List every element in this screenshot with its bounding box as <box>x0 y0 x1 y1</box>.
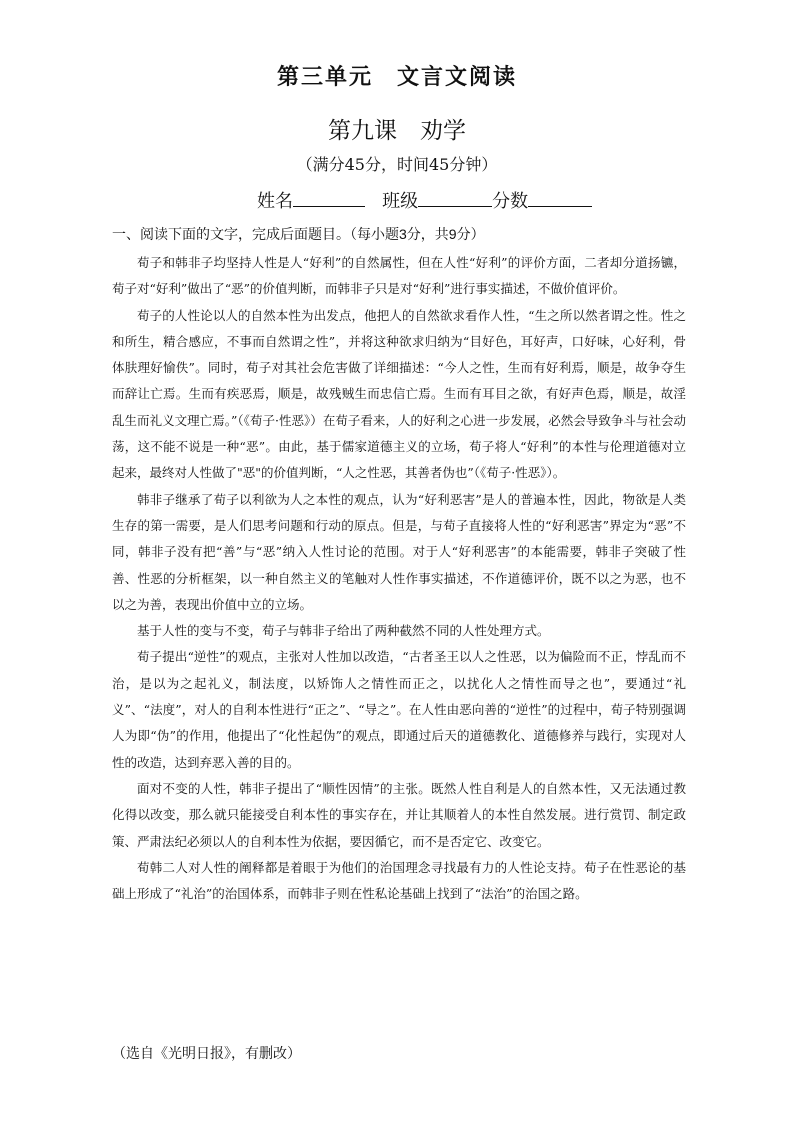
class-label: 班级 <box>382 191 419 212</box>
passage-paragraph: 荀子的人性论以人的自然本性为出发点，他把人的自然欲求看作人性，“生之所以然者谓之性。性之和所生，精合感应，不事而自然谓之性”，并将这种欲求归纳为“目好色，耳好声，口好味，心好利，骨体肤理好愉佚”。同时，荀子对其社会危害做了详细描述：“今人之性，生而有好利焉，顺是，故争夺生而辞让亡焉。生而有疾恶焉，顺是，故残贼生而忠信亡焉。生而有耳目之欲，有好声色焉，顺是，故淫乱生而礼义文理亡焉。”（《荀子·性恶》）在荀子看来，人的好利之心进一步发展，必然会导致争斗与社会动荡，这不能不说是一种“恶”。由此，基于儒家道德主义的立场，荀子将人“好利”的本性与伦理道德对立起来，最终对人性做了"恶"的价值判断，“人之性恶，其善者伪也”（《荀子·性恶》）。 <box>112 307 686 481</box>
name-label: 姓名 <box>257 191 293 212</box>
passage-paragraph: 荀韩二人对人性的阐释都是着眼于为他们的治国理念寻找最有力的人性论支持。荀子在性恶论的基础上形成了“礼治”的治国体系，而韩非子则在性私论基础上找到了“法治”的治国之路。 <box>112 859 686 902</box>
passage-paragraph: 韩非子继承了荀子以利欲为人之本性的观点，认为“好利恶害”是人的普遍本性，因此，物欲是人类生存的第一需要，是人们思考问题和行动的原点。但是，与荀子直接将人性的“好利恶害”界定为“恶”不同，韩非子没有把“善”与“恶”纳入人性讨论的范围。对于人“好利恶害”的本能需要，韩非子突破了性善、性恶的分析框架，以一种自然主义的笔触对人性作事实描述，不作道德评价，既不以之为恶，也不以之为善，表现出价值中立的立场。 <box>112 491 686 612</box>
question-instruction: 一、阅读下面的文字，完成后面题目。（每小题3分，共9分） <box>112 226 485 242</box>
passage-paragraph: 荀子提出“逆性”的观点，主张对人性加以改造，“古者圣王以人之性恶，以为偏险而不正，悖乱而不治，是以为之起礼义，制法度，以矫饰人之情性而正之，以扰化人之情性而导之也”，要通过“礼义”、“法度”，对人的自利本性进行“正之”、“导之”。在人性由恶向善的“逆性”的过程中，荀子特别强调人为即“伪”的作用，他提出了“化性起伪”的观点，即通过后天的道德教化、道德修养与践行，实现对人性的改造，达到弃恶入善的目的。 <box>112 649 686 770</box>
student-info-line <box>257 187 657 213</box>
passage-paragraph: 基于人性的变与不变，荀子与韩非子给出了两种截然不同的人性处理方式。 <box>137 623 550 639</box>
unit-title: 第三单元 文言文阅读 <box>276 64 517 90</box>
passage-source: （选自《光明日报》，有删改） <box>112 1045 301 1061</box>
passage-paragraph: 面对不变的人性，韩非子提出了“顺性因情”的主张。既然人性自利是人的自然本性，又无法通过教化得以改变，那么就只能接受自利本性的事实存在，并让其顺着人的本性自然发展。进行赏罚、制定政策、严肃法纪必须以人的自利本性为依据，要因循它，而不是否定它、改变它。 <box>112 780 686 849</box>
score-label: 分数 <box>492 191 529 212</box>
class-blank[interactable] <box>418 188 492 207</box>
passage-body <box>112 250 686 907</box>
lesson-title: 第九课 劝学 <box>328 118 466 144</box>
score-blank[interactable] <box>528 188 592 207</box>
passage-paragraph: 荀子和韩非子均坚持人性是人“好利”的自然属性，但在人性“好利”的评价方面，二者却分道扬镳，荀子对“好利”做出了“恶”的价值判断，而韩非子只是对“好利”进行事实描述，不做价值评价。 <box>112 255 686 297</box>
name-blank[interactable] <box>293 188 365 207</box>
score-time-note: （满分45分，时间45分钟） <box>296 155 498 174</box>
